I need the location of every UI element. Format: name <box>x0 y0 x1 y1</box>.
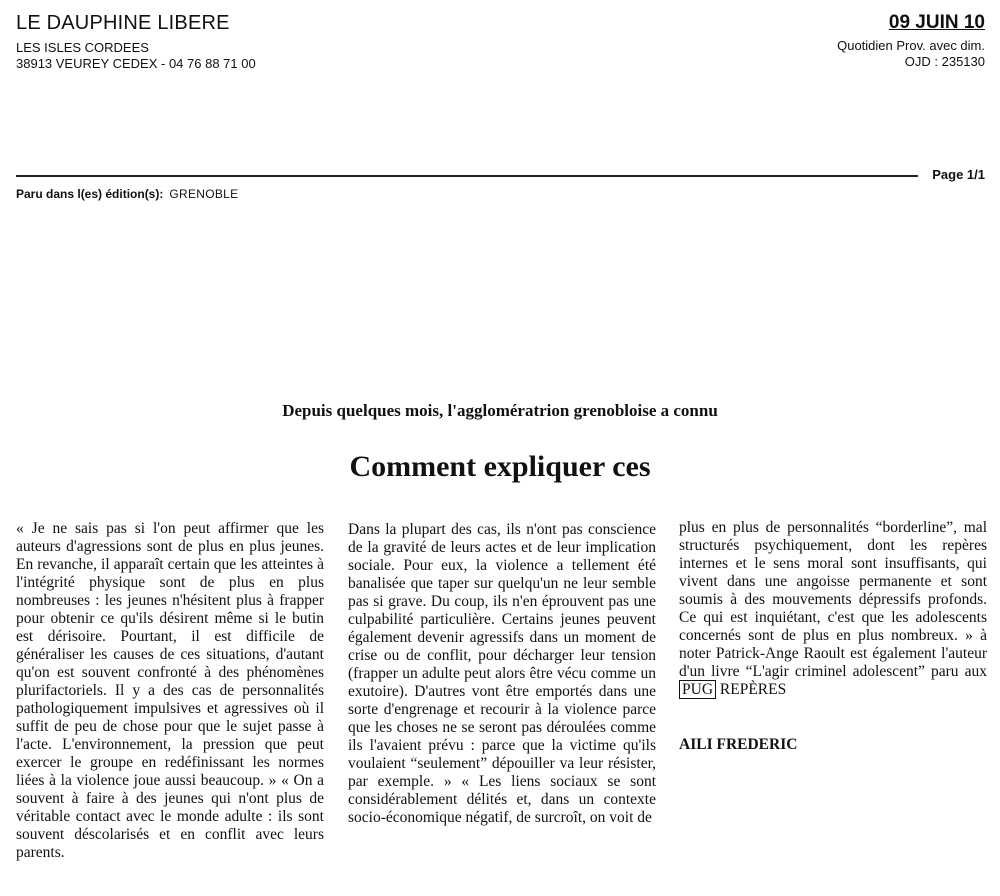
page-number: Page 1/1 <box>932 167 985 182</box>
edition-value: GRENOBLE <box>169 187 239 201</box>
publication-address <box>16 40 256 72</box>
publisher-tag: PUG <box>679 680 716 699</box>
issue-date: 09 JUIN 10 <box>888 12 985 33</box>
column-3-text: plus en plus de personnalités “borderline”, mal structurés psychiquement, dont les repères internes et le sens moral sont insuffisants, qui vivent dans une angoisse permanente et sont soumis à des mouvements dépressifs profonds. Ce qui est inquiétant, c'est que les adolescents concernés sont de plus en plus nombreux. » à noter Patrick-Ange Raoult est également l'auteur d'un livre “L'agir criminel adolescent” paru aux <box>679 519 987 680</box>
ojd-count: OJD : 235130 <box>904 54 985 69</box>
edition-label: Paru dans l(es) édition(s): <box>16 187 164 201</box>
article-column-3 <box>679 519 987 699</box>
edition-info <box>16 187 238 201</box>
article-headline: Comment expliquer ces <box>349 450 651 483</box>
publication-frequency <box>837 38 985 70</box>
article-column-1: « Je ne sais pas si l'on peut affirmer que les auteurs d'agressions sont de plus en plus jeunes. En revanche, il apparaît certain que les atteintes à l'intégrité physique sont de plus en plus nombreuses : les jeunes n'hésitent plus à frapper pour obtenir ce qu'ils désirent même si le butin est dérisoire. Pourtant, il est difficile de généraliser les causes de ces situations, d'autant qu'on est souvent confronté à des phénomènes plurifactoriels. Il y a des cas de personnalités pathologiquement impulsives et agressives où il suffit de peu de chose pour que le sujet passe à l'acte. L'environnement, la pression que peut exercer le groupe en redéfinissant les normes liées à la violence joue aussi beaucoup. » « On a souvent à faire à des jeunes qui n'ont plus de véritable contact avec le monde adulte : ils sont souvent déscolarisés et en conflit avec leurs parents. <box>16 520 324 861</box>
column-3-end: REPÈRES <box>719 681 787 698</box>
publication-name: LE DAUPHINE LIBERE <box>16 12 230 34</box>
header-divider <box>16 175 918 177</box>
article-author: AILI FREDERIC <box>679 736 798 753</box>
article-column-2: Dans la plupart des cas, ils n'ont pas conscience de la gravité de leurs actes et de leur implication sociale. Pour eux, la violence a tellement été banalisée que taper sur quelqu'un ne leur semble pas si grave. Du coup, ils n'en éprouvent pas une culpabilité particulière. Certains jeunes peuvent également devenir agressifs dans un moment de crise ou de conflit, pour décharger leur tension (frapper un adulte peut alors être vécu comme un exutoire). D'autres vont être emportés dans une sorte d'engrenage et recourir à la violence parce que les choses ne se seront pas déroulées comme ils l'avaient prévu : parce que la victime qu'ils voulaient “seulement” dépouiller va leur résister, par exemple. » « Les liens sociaux se sont considérablement délités et, dans un contexte socio-économique négatif, de surcroît, on voit de <box>348 521 656 826</box>
address-line-1: LES ISLES CORDEES <box>16 40 149 55</box>
frequency-label: Quotidien Prov. avec dim. <box>837 38 985 53</box>
article-kicker: Depuis quelques mois, l'agglomératrion grenobloise a connu <box>282 401 718 420</box>
address-line-2: 38913 VEUREY CEDEX - 04 76 88 71 00 <box>16 56 256 71</box>
